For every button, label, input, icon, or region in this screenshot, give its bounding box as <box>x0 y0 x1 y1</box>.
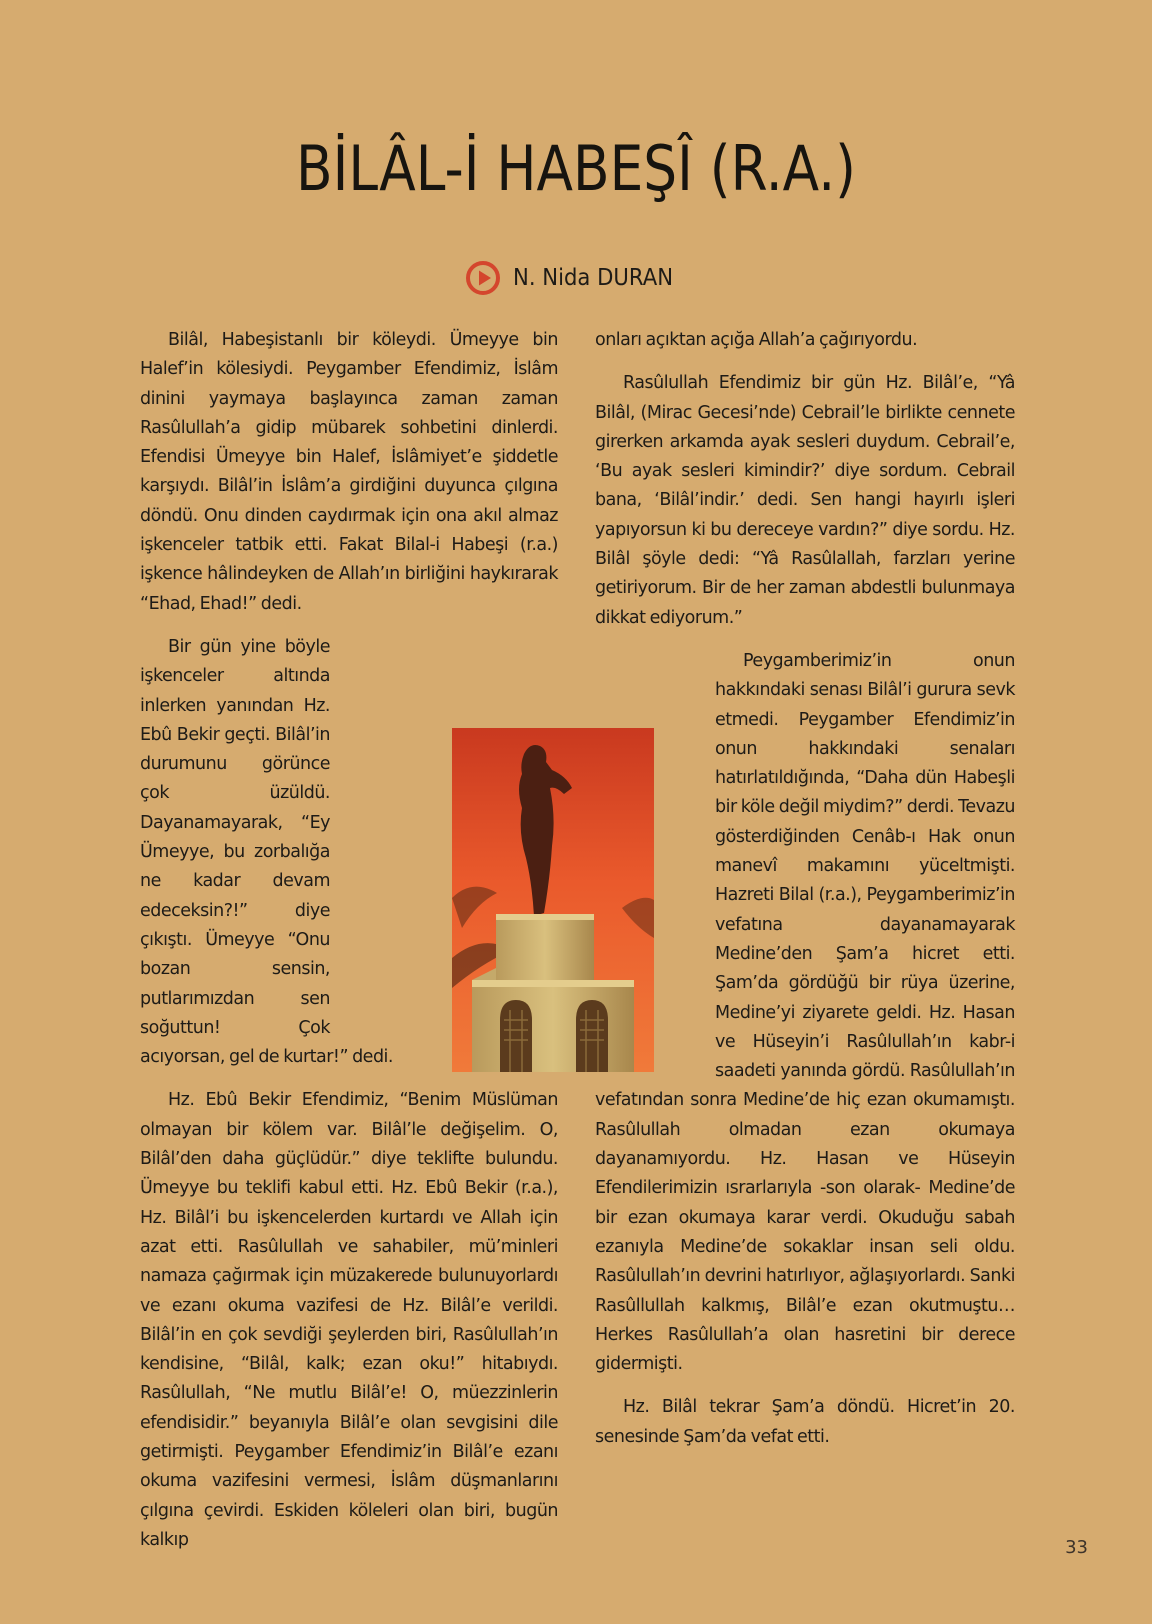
paragraph: Hz. Ebû Bekir Efendimiz, “Benim Müslüman olmayan bir kölem var. Bilâl’le değişelim. O, Bilâl’den daha güçlüdür.” diye teklifte bulundu. Ümeyye bu teklifi kabul etti. Hz. Ebû Bekir (r.a.), Hz. Bilâl’i bu işkencelerden kurtardı ve Allah için azat etti. Rasûlullah ve sahabiler, mü’minleri namaza çağırmak için müzakerede bulunuyorlardı ve ezanı okuma vazifesi de Hz. Bilâl’e verildi. Bilâl’in en çok sevdiği şeylerden biri, Rasûlullah’ın kendisine, “Bilâl, kalk; ezan oku!” hitabıydı. Rasûlullah, “Ne mutlu Bilâl’e! O, müezzinlerin efendisidir.” beyanıyla Bilâl’e olan sevgisini dile getirmişti. Peygamber Efendimiz’in Bilâl’e ezanı okuma vazifesini vermesi, İslâm düşmanlarını çılgına çevirdi. Eskiden köleleri olan biri, bugün kalkıp <box>140 1090 558 1550</box>
play-circle-icon <box>465 260 501 296</box>
paragraph: onları açıktan açığa Allah’a çağırıyordu. <box>595 330 918 350</box>
paragraph: Peygamberimiz’in onun hakkındaki senası Bilâl’i gurura sevk etmedi. Peygamber Efendimiz’in onun hakkındaki senaları hatırlatıldığında, “Daha dün Habeşli bir köle değil miydim?” derdi. Tevazu gösterdiğinden Cenâb-ı Hak onun manevî makamını yüceltmişti. Hazreti Bilal (r.a.), Peygamberimiz’in vefatına dayanamayarak Medine’den Şam’a hicret etti. Şam’da gördüğü bir rüya üzerine, Medine’yi ziyarete geldi. Hz. Hasan ve Hüseyin’i Rasûlullah’ın kabr-i saadeti yanında gördü. Rasûlullah’ın vefatından sonra Medine’de hiç ezan okumamıştı. Rasûlullah olmadan ezan okumaya dayanamıyordu. Hz. Hasan ve Hüseyin Efendilerimizin ısrarlarıyla -son olarak- Medine’de bir ezan okumaya karar verdi. Okuduğu sabah ezanıyla Medine’de sokaklar insan seli oldu. Rasûlullah’ın devrini hatırlıyor, ağlaşıyorlardı. Sanki Rasûllullah kalkmış, Bilâl’e ezan okutmuştu… Herkes Rasûlullah’a olan hasretini bir derece gidermişti. <box>595 650 1015 1375</box>
paragraph: Bir gün yine böyle işkenceler altında inlerken yanından Hz. Ebû Bekir geçti. Bilâl’in durumunu görünce çok üzüldü. Dayanamayarak, “Ey Ümeyye, bu zorbalığa ne kadar devam edeceksin?!” diye çıkıştı. Ümeyye “Onu bozan sensin, putlarımızdan sen soğuttun! Çok acıyorsan, gel de kurtar!” dedi. <box>140 636 393 1068</box>
right-column <box>595 326 1015 1466</box>
paragraph: Rasûlullah Efendimiz bir gün Hz. Bilâl’e, “Yâ Bilâl, (Mirac Gecesi’nde) Cebrail’le birlikte cennete girerken arkamda ayak sesleri duydum. Cebrail’e, ‘Bu ayak sesleri kimindir?’ diye sordum. Cebrail bana, ‘Bilâl’indir.’ dedi. Sen hangi hayırlı işleri yapıyorsun ki bu dereceye vardın?” diye sordu. Hz. Bilâl şöyle dedi: “Yâ Rasûlallah, farzları yerine getiriyorum. Bir de her zaman abdestli bulunmaya dikkat ediyorum.” <box>595 373 1015 628</box>
author-byline <box>0 260 1152 296</box>
article-illustration <box>452 728 654 1072</box>
paragraph: Hz. Bilâl tekrar Şam’a döndü. Hicret’in 20. senesinde Şam’da vefat etti. <box>595 1397 1015 1447</box>
author-name: N. Nida DURAN <box>513 265 674 291</box>
article-title: BİLÂL-İ HABEŞÎ (R.A.) <box>296 132 856 205</box>
page-number: 33 <box>1065 1537 1088 1558</box>
paragraph: Bilâl, Habeşistanlı bir köleydi. Ümeyye bin Halef’in kölesiydi. Peygamber Efendimiz, İslâm dinini yaymaya başlayınca zaman zaman Rasûlullah’a gidip mübarek sohbetini dinlerdi. Efendisi Ümeyye bin Halef, İslâmiyet’e şiddetle karşıydı. Bilâl’in İslâm’a girdiğini duyunca çılgına döndü. Onu dinden caydırmak için ona akıl almaz işkenceler tatbik etti. Fakat Bilal-i Habeşi (r.a.) işkence hâlindeyken de Allah’ın birliğini haykırarak “Ehad, Ehad!” dedi. <box>140 330 558 614</box>
